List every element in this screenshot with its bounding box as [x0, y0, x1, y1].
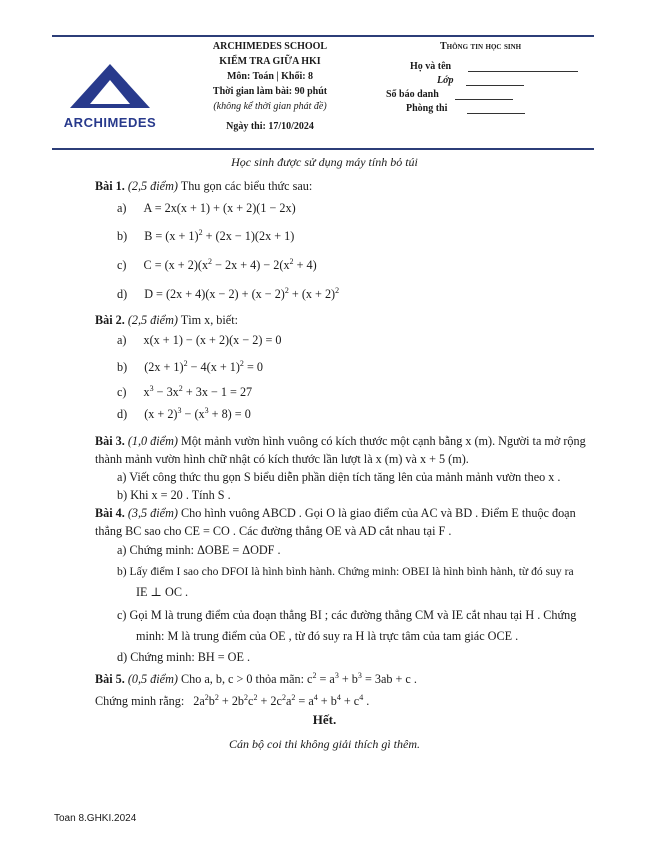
problem-1a — [117, 201, 296, 216]
item-label: d) — [117, 287, 128, 301]
problem-2b — [117, 360, 263, 375]
item-label: d) — [117, 407, 128, 421]
equation: $x^3 - 3x^2 + 3x - 1 = 27$ — [143, 383, 253, 399]
name-field — [410, 61, 578, 72]
equation: x(x + 1) − (x + 2)(x − 2) = 0 — [143, 333, 282, 347]
item-label: b) — [117, 229, 128, 243]
class-line — [466, 85, 524, 86]
name-line — [468, 71, 578, 72]
problem-1-points: (2,5 điểm) — [127, 179, 178, 193]
expression: $C = (x + 2)(x^2 - 2x + 4) - 2(x^2 + 4)$ — [143, 256, 317, 272]
room-line — [467, 113, 525, 114]
problem-3a: a) Viết công thức thu gọn S biểu diễn phần diện tích tăng lên của mảnh mảnh vườn theo x . — [117, 470, 561, 484]
problem-2-heading — [95, 313, 238, 328]
header-top-rule — [52, 35, 594, 37]
problem-4b-line-1: b) Lấy điểm I sao cho DFOI là hình bình hành. Chứng minh: OBEI là hình bình hành, từ đó suy ra — [117, 565, 574, 578]
logo-triangle-icon — [66, 62, 154, 110]
problem-4c-line-1: c) Gọi M là trung điểm của đoạn thẳng BI ; các đường thẳng CM và IE cắt nhau tại H . Chứng — [117, 608, 577, 622]
problem-1-label: Bài 1. — [95, 179, 125, 193]
calculator-note: Học sinh được sử dụng máy tính bỏ túi — [231, 155, 418, 169]
item-label: b) — [117, 360, 128, 374]
problem-5-line-2 — [95, 694, 369, 709]
problem-1d — [117, 287, 339, 302]
condition: $c^2 = a^3 + b^3 = 3ab + c$ . — [307, 670, 417, 686]
problem-4b-line-2: IE ⊥ OC . — [136, 585, 189, 599]
expression: $D = (2x + 4)(x - 2) + (x - 2)^2 + (x + 2)^2$ — [144, 285, 340, 301]
problem-2-text: Tìm x, biết: — [180, 313, 238, 327]
problem-2d — [117, 407, 251, 422]
problem-5-text-1: Cho a, b, c > 0 thỏa mãn: — [180, 672, 304, 686]
problem-4-text-1: Cho hình vuông ABCD . Gọi O là giao điểm của AC và BD . Điểm E thuộc đoạn — [180, 506, 576, 520]
problem-4-line-1 — [95, 506, 576, 521]
problem-1-text: Thu gọn các biểu thức sau: — [180, 179, 313, 193]
header-bottom-rule — [52, 148, 594, 150]
exam-title: KIỂM TRA GIỮA HKI — [219, 56, 321, 67]
identity: $2a^2b^2 + 2b^2c^2 + 2c^2a^2 = a^4 + b^4 + c^4$ . — [193, 692, 370, 708]
problem-4-points: (3,5 điểm) — [127, 506, 178, 520]
id-field-label: Số báo danh — [386, 89, 439, 100]
problem-2c — [117, 385, 252, 400]
duration-note: (không kể thời gian phát đề) — [213, 101, 327, 112]
equation: $(2x + 1)^2 - 4(x + 1)^2 = 0$ — [144, 358, 263, 374]
item-label: a) — [117, 201, 127, 215]
expression: A = 2x(x + 1) + (x + 2)(1 − 2x) — [143, 201, 296, 215]
problem-1c — [117, 258, 317, 273]
problem-3-points: (1,0 điểm) — [127, 434, 178, 448]
problem-4-text-2: thẳng BC sao cho CE = CO . Các đường thẳng OE và AD cắt nhau tại F . — [95, 524, 452, 538]
problem-3-label: Bài 3. — [95, 434, 125, 448]
class-field-label: Lớp — [437, 75, 454, 86]
problem-4c-line-2: minh: M là trung điểm của OE , từ đó suy ra H là trực tâm của tam giác OCE . — [136, 629, 519, 643]
equation: $(x + 2)^3 - (x^3 + 8) = 0$ — [144, 405, 251, 421]
problem-5-points: (0,5 điểm) — [127, 672, 178, 686]
problem-5-label: Bài 5. — [95, 672, 125, 686]
expression: $B = (x + 1)^2 + (2x - 1)(2x + 1)$ — [144, 227, 295, 243]
class-field — [437, 75, 524, 86]
end-marker: Hết. — [312, 712, 337, 727]
problem-4-label: Bài 4. — [95, 506, 125, 520]
subject-grade: Môn: Toán | Khối: 8 — [226, 71, 314, 82]
problem-5-line-1 — [95, 672, 417, 687]
problem-2-points: (2,5 điểm) — [127, 313, 178, 327]
logo-text: ARCHIMEDES — [63, 115, 157, 130]
proctor-note: Cán bộ coi thi không giải thích gì thêm. — [229, 737, 420, 751]
item-label: c) — [117, 385, 127, 399]
room-field-label: Phòng thi — [406, 103, 448, 114]
problem-3-text-2: thành mảnh vườn hình chữ nhật có kích thước lần lượt là x (m) và x + 5 (m). — [95, 452, 469, 466]
exam-duration: Thời gian làm bài: 90 phút — [212, 86, 328, 97]
footer-code: Toan 8.GHKI.2024 — [54, 813, 137, 824]
problem-3-text-1: Một mảnh vườn hình vuông có kích thước một cạnh bằng x (m). Người ta mở rộng — [180, 434, 586, 448]
problem-3-line-1 — [95, 434, 586, 449]
student-info-title: Thông tin học sinh — [440, 41, 522, 52]
problem-1b — [117, 229, 294, 244]
problem-2-label: Bài 2. — [95, 313, 125, 327]
item-label: a) — [117, 333, 127, 347]
problem-3b: b) Khi x = 20 . Tính S . — [117, 488, 231, 502]
exam-date: Ngày thi: 17/10/2024 — [226, 121, 314, 132]
problem-4a: a) Chứng minh: ΔOBE = ΔODF . — [117, 543, 281, 557]
problem-4d: d) Chứng minh: BH = OE . — [117, 650, 250, 664]
item-label: c) — [117, 258, 127, 272]
problem-1-heading — [95, 179, 312, 194]
problem-2a — [117, 333, 281, 348]
name-field-label: Họ và tên — [410, 61, 452, 72]
room-field — [406, 103, 525, 114]
archimedes-logo — [63, 62, 157, 132]
id-line — [455, 99, 513, 100]
problem-5-text-2: Chứng minh rằng: — [95, 694, 185, 708]
school-name: ARCHIMEDES SCHOOL — [212, 41, 328, 52]
id-field — [386, 89, 513, 100]
